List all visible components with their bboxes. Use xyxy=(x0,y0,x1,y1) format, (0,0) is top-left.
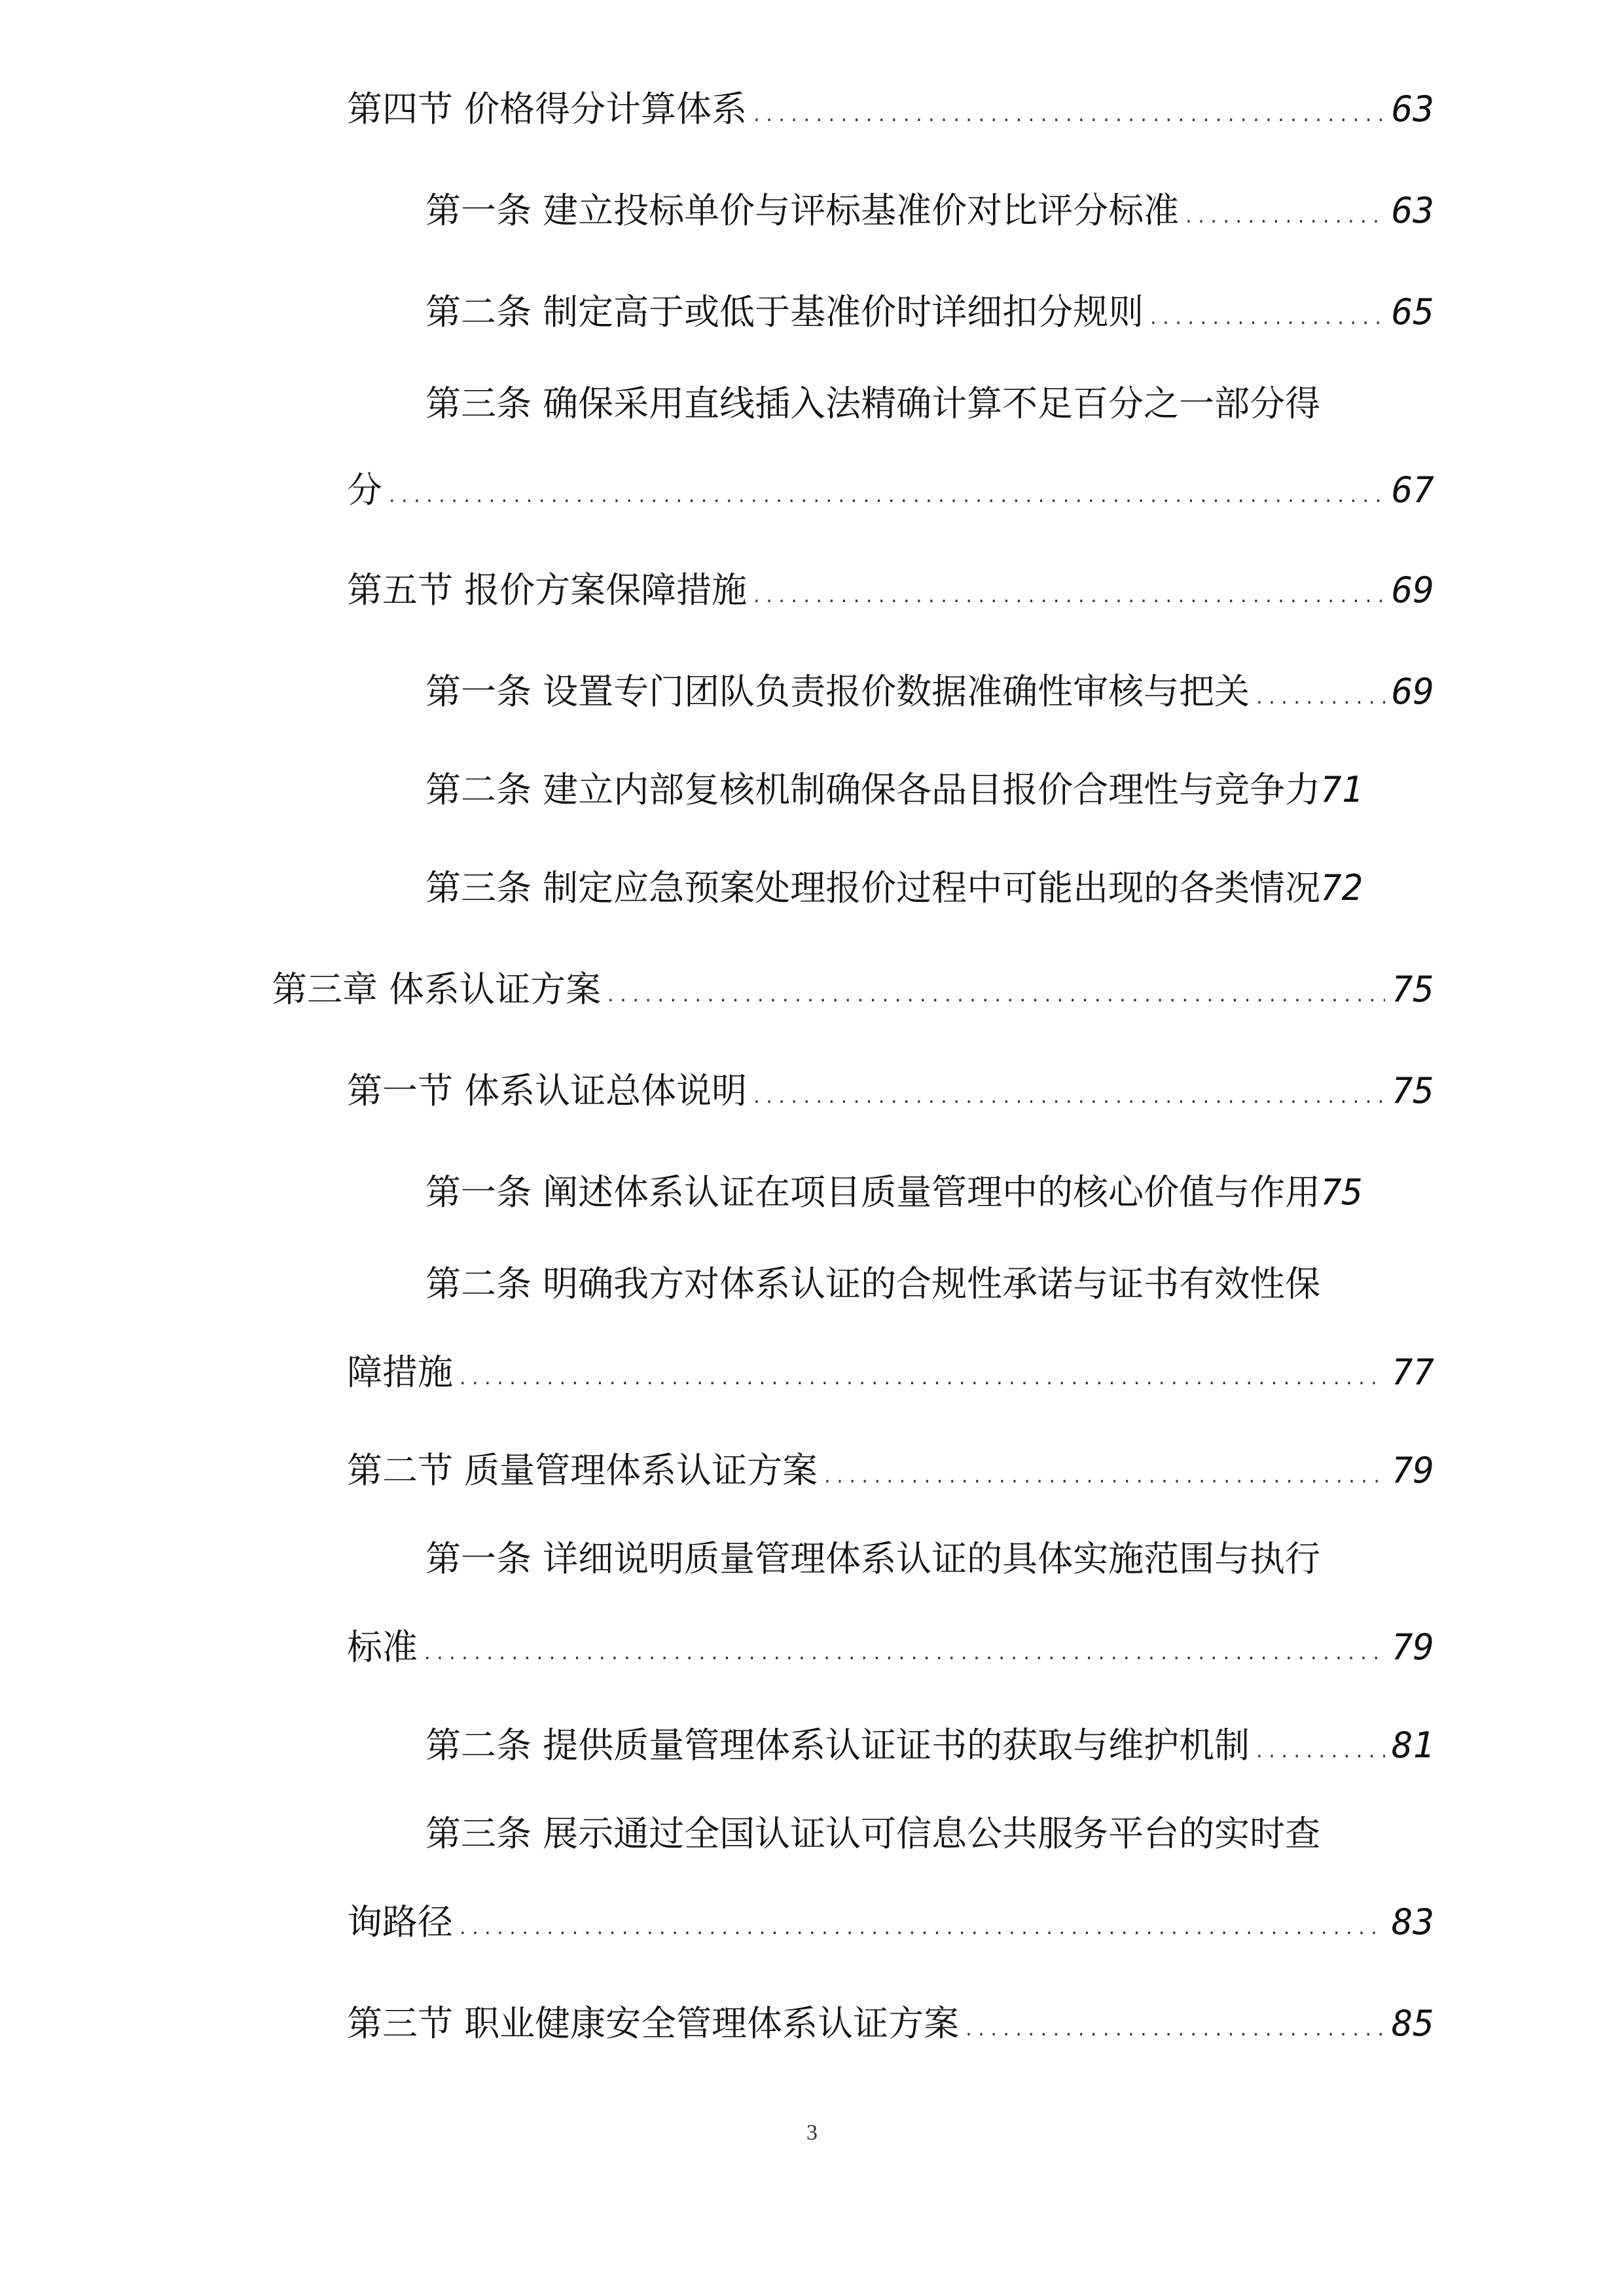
page-number-footer: 3 xyxy=(806,2121,818,2145)
toc-entry-title: 第二条 制定高于或低于基准价时详细扣分规则 xyxy=(425,291,1144,332)
toc-entry-title: 第一条 建立投标单价与评标基准价对比评分标准 xyxy=(425,190,1180,231)
toc-page-number: 63 xyxy=(1391,88,1434,130)
toc-entry-article-continued[interactable] xyxy=(347,469,1434,511)
toc-entry-title: 第一节 体系认证总体说明 xyxy=(347,1070,748,1111)
toc-dot-leader xyxy=(460,1905,1385,1940)
toc-entry-article[interactable] xyxy=(425,1725,1434,1766)
toc-dot-leader xyxy=(753,573,1385,608)
toc-entry-title: 第三节 职业健康安全管理体系认证方案 xyxy=(347,2003,960,2044)
toc-entry-chapter[interactable] xyxy=(272,969,1434,1010)
toc-entry-article[interactable] xyxy=(425,190,1434,231)
toc-dot-leader xyxy=(753,92,1385,127)
toc-entry-title: 第一条 设置专门团队负责报价数据准确性审核与把关 xyxy=(425,671,1250,712)
toc-page-number: 85 xyxy=(1391,2003,1434,2044)
toc-page-number: 69 xyxy=(1391,569,1434,611)
toc-dot-leader xyxy=(1185,193,1385,228)
toc-page-number: 75 xyxy=(1391,1070,1434,1111)
toc-entry-article[interactable] xyxy=(425,1172,1460,1213)
toc-dot-leader xyxy=(824,1453,1385,1488)
toc-entry-article[interactable] xyxy=(425,671,1434,712)
toc-entry-article-continued[interactable] xyxy=(347,1626,1434,1668)
toc-dot-leader xyxy=(424,1630,1385,1665)
toc-dot-leader xyxy=(607,972,1385,1007)
toc-entry-section[interactable] xyxy=(347,1450,1434,1491)
toc-entry-section[interactable] xyxy=(347,2003,1434,2044)
toc-page-number: 77 xyxy=(1391,1352,1434,1393)
toc-entry-title: 第二条 建立内部复核机制确保各品目报价合理性与竞争力 xyxy=(425,769,1321,810)
toc-dot-leader xyxy=(965,2006,1385,2041)
toc-page-number: 67 xyxy=(1391,469,1434,511)
toc-entry-section[interactable] xyxy=(347,88,1434,130)
toc-page-number: 72 xyxy=(1320,867,1363,908)
toc-page-number: 71 xyxy=(1320,769,1363,810)
toc-entry-title: 第四节 价格得分计算体系 xyxy=(347,88,748,130)
toc-dot-leader xyxy=(389,473,1385,508)
toc-entry-section[interactable] xyxy=(347,569,1434,611)
toc-entry-title: 第一条 阐述体系认证在项目质量管理中的核心价值与作用 xyxy=(425,1172,1321,1213)
toc-entry-article-continued[interactable] xyxy=(347,1901,1434,1943)
toc-dot-leader xyxy=(1150,295,1385,330)
toc-entry-title-line1[interactable]: 第三条 展示通过全国认证认可信息公共服务平台的实时查 xyxy=(425,1813,1321,1854)
toc-entry-title: 第二节 质量管理体系认证方案 xyxy=(347,1450,818,1491)
toc-entry-title-continued: 障措施 xyxy=(347,1352,453,1393)
toc-entry-title-line1[interactable]: 第一条 详细说明质量管理体系认证的具体实施范围与执行 xyxy=(425,1538,1321,1579)
toc-dot-leader xyxy=(1256,1728,1385,1763)
toc-entry-title: 第三条 制定应急预案处理报价过程中可能出现的各类情况 xyxy=(425,867,1321,908)
toc-page-number: 63 xyxy=(1391,190,1434,231)
toc-page-number: 75 xyxy=(1320,1172,1363,1213)
toc-dot-leader xyxy=(460,1355,1385,1390)
toc-entry-title-line1[interactable]: 第二条 明确我方对体系认证的合规性承诺与证书有效性保 xyxy=(425,1263,1321,1304)
toc-page-number: 79 xyxy=(1391,1626,1434,1668)
toc-dot-leader xyxy=(1256,674,1385,709)
toc-page-number: 75 xyxy=(1391,969,1434,1010)
toc-entry-article[interactable] xyxy=(425,867,1460,908)
toc-entry-article-continued[interactable] xyxy=(347,1352,1434,1393)
toc-entry-title-continued: 询路径 xyxy=(347,1901,453,1943)
toc-entry-article[interactable] xyxy=(425,291,1434,332)
toc-page-number: 69 xyxy=(1391,671,1434,712)
toc-entry-title: 第五节 报价方案保障措施 xyxy=(347,569,748,611)
toc-entry-title-line1[interactable]: 第三条 确保采用直线插入法精确计算不足百分之一部分得 xyxy=(425,383,1321,424)
toc-entry-title: 第三章 体系认证方案 xyxy=(272,969,602,1010)
toc-entry-article[interactable] xyxy=(425,769,1460,810)
toc-entry-title-continued: 标准 xyxy=(347,1626,418,1668)
toc-dot-leader xyxy=(753,1073,1385,1109)
toc-page-number: 81 xyxy=(1391,1725,1434,1766)
toc-page-number: 65 xyxy=(1391,291,1434,332)
toc-page-number: 83 xyxy=(1391,1901,1434,1943)
toc-entry-title-continued: 分 xyxy=(347,469,382,511)
toc-entry-title: 第二条 提供质量管理体系认证证书的获取与维护机制 xyxy=(425,1725,1250,1766)
toc-entry-section[interactable] xyxy=(347,1070,1434,1111)
toc-page-number: 79 xyxy=(1391,1450,1434,1491)
